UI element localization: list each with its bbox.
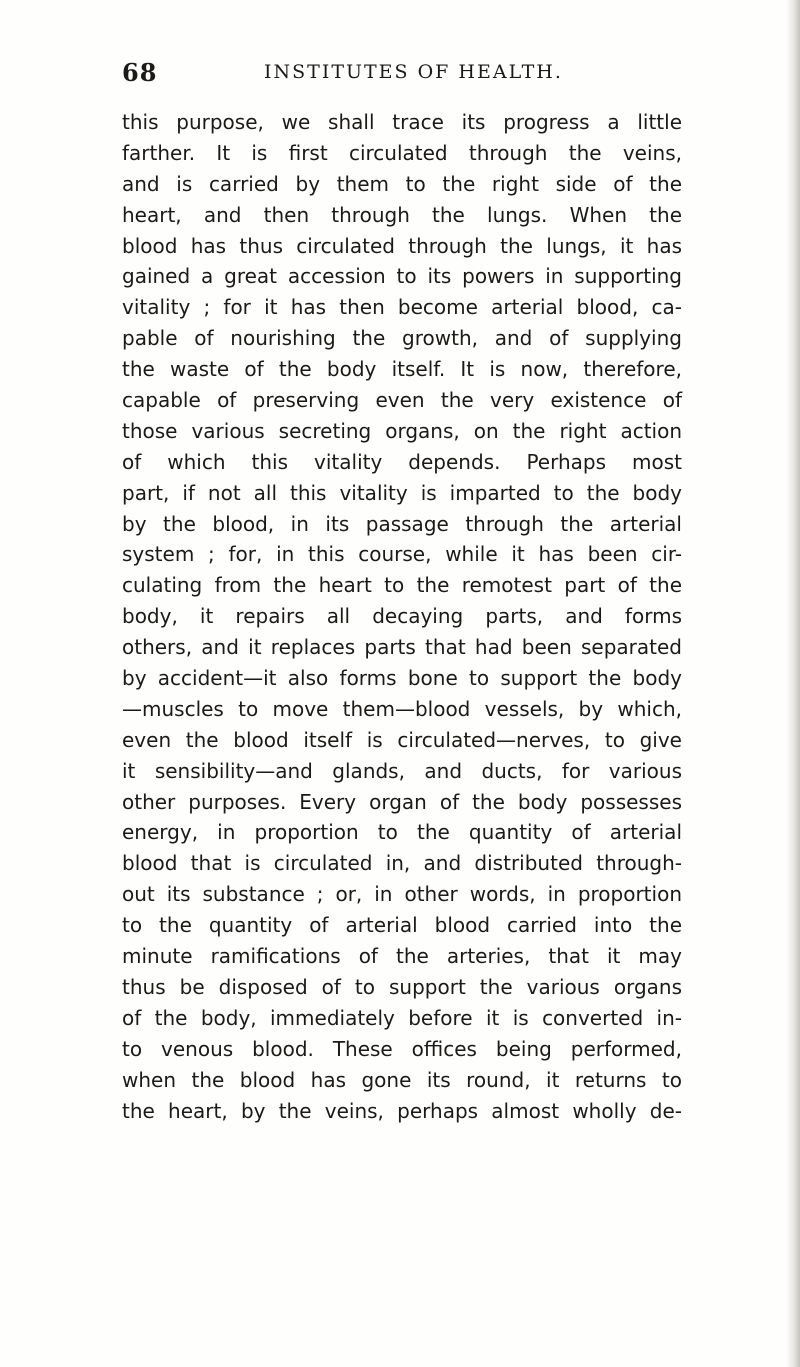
page-number: 68 (122, 58, 158, 87)
text-line: to the quantity of arterial blood carried into the (122, 913, 682, 938)
text-line: farther. It is first circulated through the veins, (122, 140, 682, 165)
text-line: pable of nourishing the growth, and of supplying (122, 326, 682, 351)
text-line: capable of preserving even the very existence of (122, 388, 682, 413)
text-line: energy, in proportion to the quantity of arterial (122, 820, 682, 845)
text-line: —muscles to move them—blood vessels, by which, (122, 696, 682, 721)
text-line: of which this vitality depends. Perhaps most (122, 449, 682, 474)
running-head (122, 58, 682, 94)
text-line: the heart, by the veins, perhaps almost wholly de- (122, 1098, 682, 1123)
running-title: INSTITUTES OF HEALTH. (264, 61, 563, 83)
text-line: minute ramifications of the arteries, that it may (122, 944, 682, 969)
text-line: culating from the heart to the remotest part of the (122, 573, 682, 598)
text-line: when the blood has gone its round, it returns to (122, 1067, 682, 1092)
text-line: vitality ; for it has then become arterial blood, ca- (122, 295, 682, 320)
text-line: of the body, immediately before it is converted in- (122, 1005, 682, 1030)
text-line: the waste of the body itself. It is now, therefore, (122, 357, 682, 382)
text-line: heart, and then through the lungs. When the (122, 202, 682, 227)
page-edge-shadow (786, 0, 800, 1367)
text-line: and is carried by them to the right side of the (122, 171, 682, 196)
text-line: by the blood, in its passage through the arterial (122, 511, 682, 536)
text-line: thus be disposed of to support the various organs (122, 974, 682, 999)
text-line: part, if not all this vitality is imparted to the body (122, 480, 682, 505)
text-line: this purpose, we shall trace its progress a little (122, 110, 682, 134)
text-line: by accident—it also forms bone to support the body (122, 666, 682, 691)
text-line: those various secreting organs, on the right action (122, 418, 682, 443)
text-line: other purposes. Every organ of the body possesses (122, 789, 682, 814)
text-line: it sensibility—and glands, and ducts, for various (122, 758, 682, 783)
text-line: even the blood itself is circulated—nerves, to give (122, 727, 682, 752)
text-line: blood has thus circulated through the lungs, it has (122, 233, 682, 258)
text-line: to venous blood. These offices being performed, (122, 1036, 682, 1061)
text-line: blood that is circulated in, and distributed through- (122, 851, 682, 876)
text-line: out its substance ; or, in other words, in proportion (122, 882, 682, 907)
text-line: body, it repairs all decaying parts, and forms (122, 604, 682, 629)
text-line: others, and it replaces parts that had been separated (122, 635, 682, 660)
text-line: system ; for, in this course, while it has been cir- (122, 542, 682, 567)
text-line: gained a great accession to its powers in supporting (122, 264, 682, 289)
body-text (122, 107, 682, 1126)
